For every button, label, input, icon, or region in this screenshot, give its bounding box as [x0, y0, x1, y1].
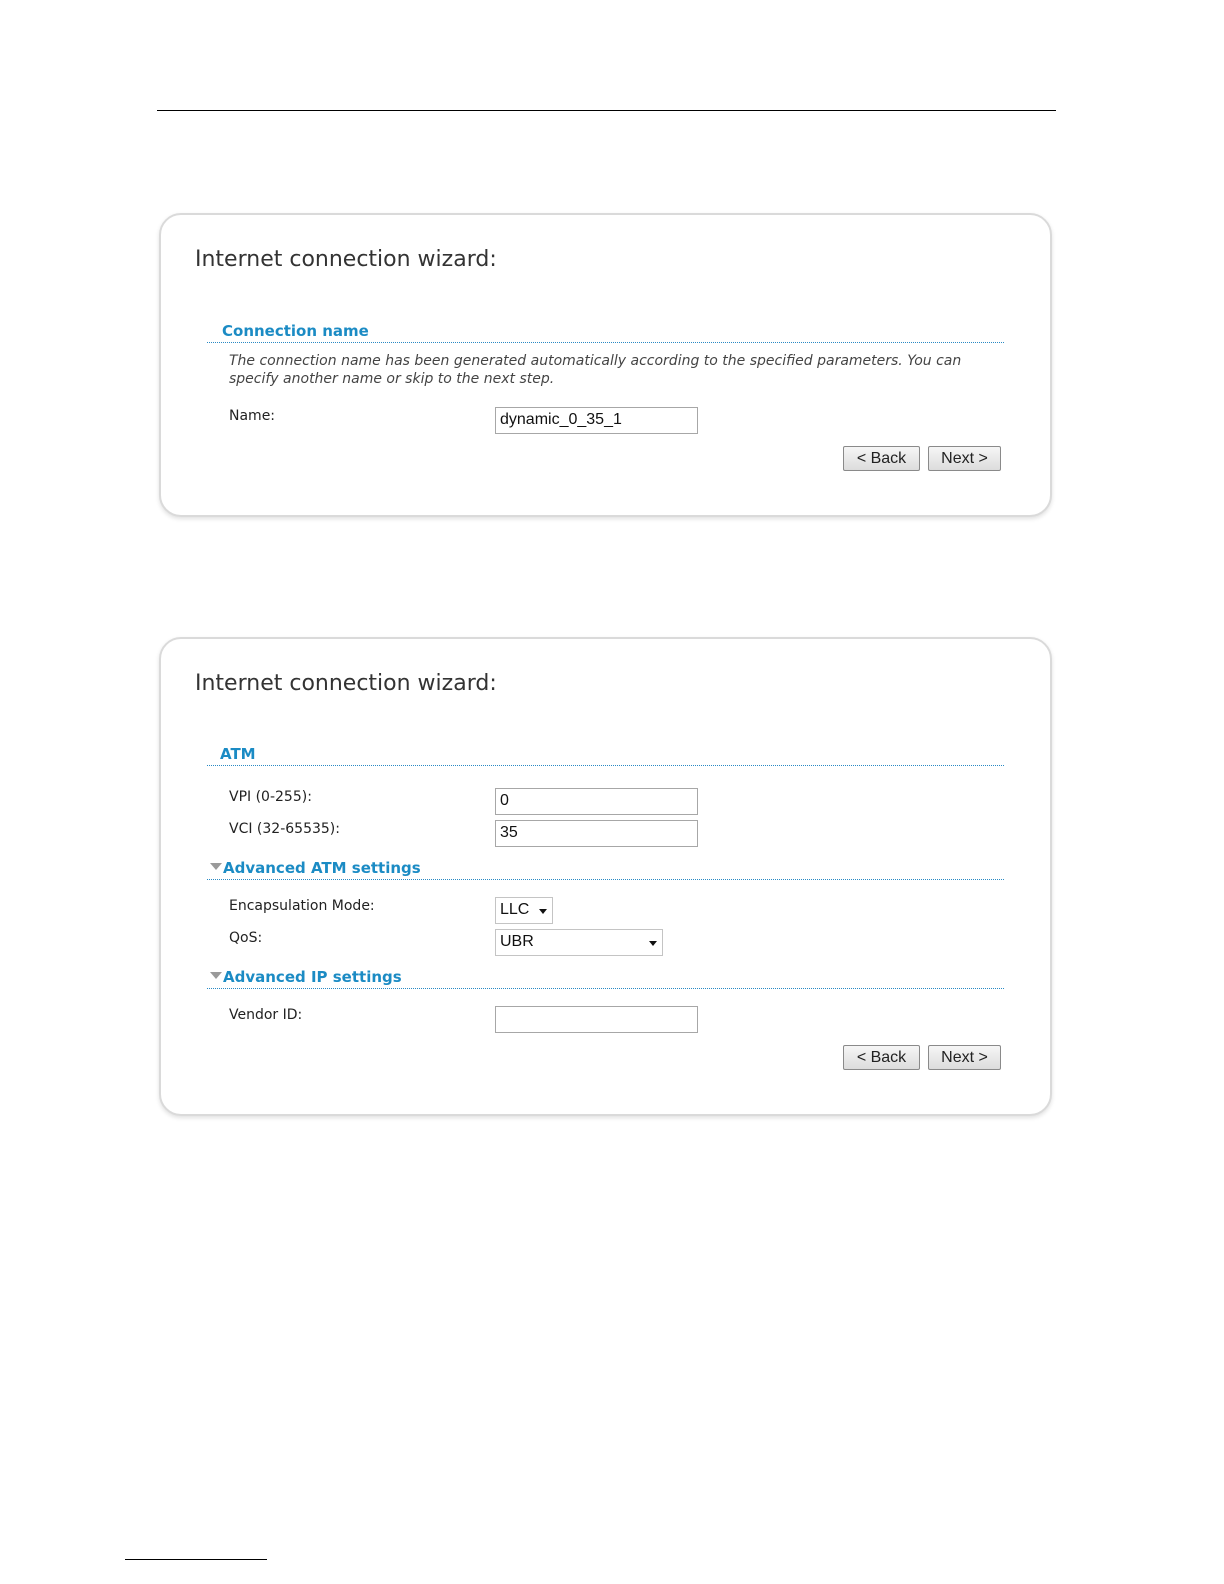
name-label: Name:	[229, 408, 276, 424]
vendor-id-label: Vendor ID:	[229, 1007, 303, 1023]
section-advanced-ip[interactable]	[207, 960, 1004, 989]
qos-label: QoS:	[229, 930, 263, 946]
encapsulation-select[interactable]	[495, 897, 553, 924]
encapsulation-value: LLC	[500, 901, 530, 918]
collapse-triangle-icon[interactable]	[210, 972, 222, 979]
description-text: The connection name has been generated automatically according to the specified parameters. You can specify another name or skip to the next step.	[229, 353, 962, 387]
chevron-down-icon	[649, 941, 657, 946]
wizard-title: Internet connection wizard:	[195, 671, 497, 696]
back-button[interactable]: < Back	[843, 446, 920, 471]
wizard-title: Internet connection wizard:	[195, 247, 497, 272]
vci-input[interactable]: 35	[495, 820, 698, 847]
vci-label: VCI (32-65535):	[229, 821, 340, 837]
vendor-id-input[interactable]	[495, 1006, 698, 1033]
section-advanced-atm[interactable]	[207, 851, 1004, 880]
section-atm	[207, 737, 1004, 766]
wizard-panel-connection-name	[159, 213, 1052, 517]
qos-value: UBR	[500, 933, 534, 950]
section-connection-name	[207, 314, 1004, 343]
collapse-triangle-icon[interactable]	[210, 863, 222, 870]
footnote-rule	[125, 1559, 267, 1560]
next-button[interactable]: Next >	[928, 1045, 1001, 1070]
header-rule	[157, 110, 1056, 111]
back-button[interactable]: < Back	[843, 1045, 920, 1070]
section-title[interactable]: Advanced ATM settings	[223, 859, 421, 877]
name-input[interactable]: dynamic_0_35_1	[495, 407, 698, 434]
next-button[interactable]: Next >	[928, 446, 1001, 471]
vpi-input[interactable]: 0	[495, 788, 698, 815]
encapsulation-label: Encapsulation Mode:	[229, 898, 375, 914]
section-title: Connection name	[222, 322, 369, 340]
vpi-label: VPI (0-255):	[229, 789, 312, 805]
qos-select[interactable]	[495, 929, 663, 956]
chevron-down-icon	[539, 909, 547, 914]
section-title: ATM	[220, 745, 256, 763]
wizard-panel-atm	[159, 637, 1052, 1116]
section-title[interactable]: Advanced IP settings	[223, 968, 402, 986]
